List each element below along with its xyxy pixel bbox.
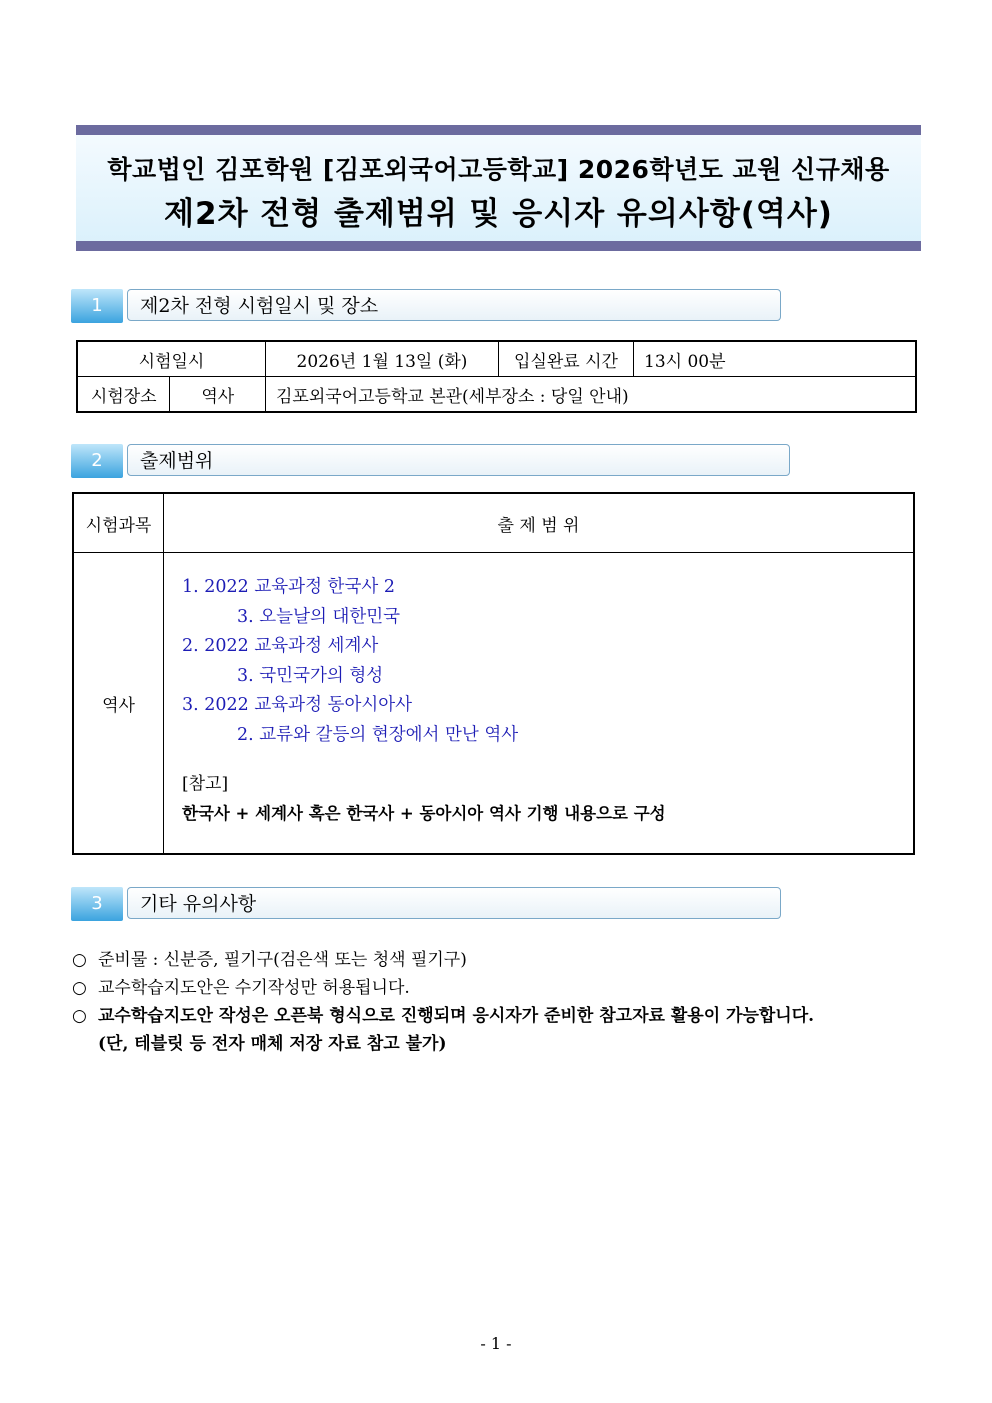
note-text: 준비물 : 신분증, 필기구(검은색 또는 청색 필기구) (98, 950, 467, 970)
title-banner (76, 125, 921, 251)
bullet-circle-icon: ○ (72, 1006, 87, 1026)
range-subitem: 3. 국민국가의 형성 (237, 665, 384, 686)
range-subject: 역사 (73, 553, 164, 855)
range-subitem: 3. 오늘날의 대한민국 (237, 606, 401, 627)
range-item: 3. 2022 교육과정 동아시아사 (182, 695, 413, 715)
section1-label: 제2차 전형 시험일시 및 장소 (127, 289, 781, 321)
title-line2: 제2차 전형 출제범위 및 응시자 유의사항(역사) (164, 196, 833, 232)
reference-text: 한국사 + 세계사 혹은 한국사 + 동아시아 역사 기행 내용으로 구성 (182, 804, 666, 823)
exam-schedule-table (76, 340, 917, 413)
banner-bottom-bar (76, 241, 921, 251)
subject-col-header: 시험과목 (73, 493, 164, 553)
entry-value: 13시 00분 (634, 341, 917, 377)
section2-number: 2 (71, 444, 123, 478)
banner-top-bar (76, 125, 921, 135)
section3-number: 3 (71, 887, 123, 921)
note-text: 교수학습지도안은 수기작성만 허용됩니다. (98, 978, 410, 998)
range-item: 1. 2022 교육과정 한국사 2 (182, 577, 395, 597)
section2-label: 출제범위 (127, 444, 790, 476)
range-subitem: 2. 교류와 갈등의 현장에서 만난 역사 (237, 724, 519, 745)
range-item: 2. 2022 교육과정 세계사 (182, 636, 379, 656)
section3-header (71, 887, 781, 921)
note-text: 교수학습지도안 작성은 오픈북 형식으로 진행되며 응시자가 준비한 참고자료 활용이 가능합니다. (98, 1006, 815, 1026)
title-line1: 학교법인 김포학원 [김포외국어고등학교] 2026학년도 교원 신규채용 (107, 155, 890, 184)
note-item (72, 946, 814, 974)
date-value: 2026년 1월 13일 (화) (266, 341, 499, 377)
entry-label: 입실완료 시간 (499, 341, 634, 377)
section3-label: 기타 유의사항 (127, 887, 781, 919)
bullet-circle-icon: ○ (72, 978, 87, 998)
date-label: 시험일시 (77, 341, 266, 377)
section2-header (71, 444, 791, 478)
section1-number: 1 (71, 289, 123, 323)
section1-header (71, 289, 781, 323)
bullet-circle-icon: ○ (72, 950, 87, 970)
place-subject: 역사 (170, 377, 266, 413)
note-item (72, 1002, 814, 1030)
exam-range-table (72, 492, 915, 855)
range-content (164, 553, 915, 855)
place-label: 시험장소 (77, 377, 170, 413)
note-item (72, 974, 814, 1002)
reference-label: [참고] (182, 774, 229, 794)
range-col-header: 출 제 범 위 (164, 493, 915, 553)
place-value: 김포외국어고등학교 본관(세부장소 : 당일 안내) (266, 377, 917, 413)
page-number: - 1 - (480, 1334, 512, 1353)
notes-list (72, 946, 814, 1058)
note-continuation: (단, 테블릿 등 전자 매체 저장 자료 참고 불가) (98, 1034, 447, 1054)
